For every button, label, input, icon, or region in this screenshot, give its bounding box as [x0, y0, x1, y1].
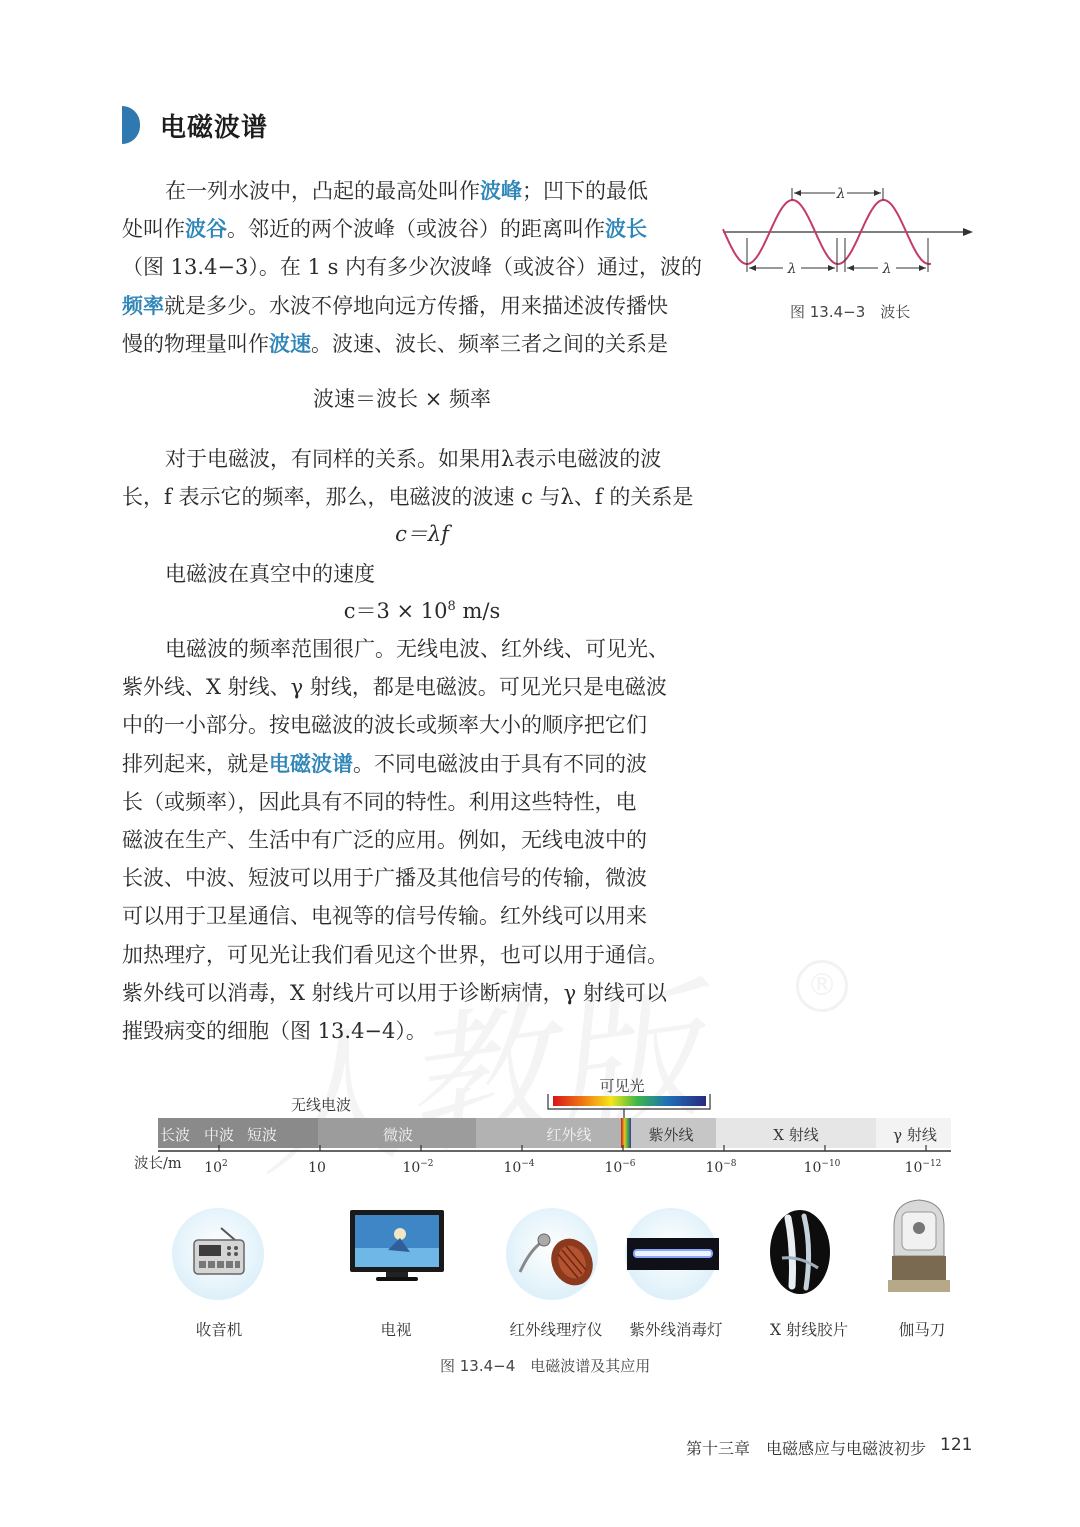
tick-label-base: 10	[803, 1160, 822, 1176]
text-line	[122, 172, 682, 210]
arrow-icon	[919, 265, 926, 271]
paragraph-vacuum-speed: 电磁波在真空中的速度	[165, 562, 375, 586]
tick-label-exponent: −4	[521, 1159, 535, 1169]
text-run: 。不同电磁波由于具有不同的波	[353, 751, 647, 776]
band-label-microwave: 微波	[382, 1126, 414, 1144]
formula-speed-lhs: c＝3 × 10	[343, 599, 448, 623]
footer-chapter-title: 第十三章 电磁感应与电磁波初步	[686, 1439, 927, 1458]
text-line	[122, 821, 682, 859]
application-label: 紫外线消毒灯	[629, 1321, 723, 1339]
tick-label-exponent: −8	[723, 1159, 737, 1169]
text-run: 长波、中波、短波可以用于广播及其他信号的传输，微波	[122, 866, 647, 891]
tick-label-base: 10	[503, 1160, 522, 1176]
text-line	[122, 745, 682, 783]
wavelength-figure	[715, 180, 980, 280]
paragraph-wave-definitions	[122, 172, 703, 363]
keyword-term: 波谷	[185, 217, 227, 242]
application-label: 伽马刀	[898, 1321, 946, 1339]
tick-label	[604, 1159, 635, 1176]
tick-label	[402, 1159, 433, 1176]
television-icon	[348, 1208, 446, 1284]
application-label: 红外线理疗仪	[509, 1321, 603, 1339]
keyword-term: 波峰	[480, 179, 522, 203]
text-run: （图 13.4−3）。在 1 s 内有多少次波峰（或波谷）通过，波的	[122, 255, 703, 280]
tick-label-exponent: −6	[622, 1159, 636, 1169]
visible-spectrum-strip	[553, 1096, 706, 1106]
text-run: 处叫作	[122, 217, 185, 242]
band-label-short-wave: 短波	[246, 1126, 278, 1144]
tick-label-exponent: −12	[922, 1159, 942, 1169]
paragraph-em-relation	[122, 440, 694, 516]
formula-wave-speed: 波速＝波长 × 频率	[313, 387, 491, 411]
band-label-gamma: γ 射线	[893, 1126, 937, 1144]
arrow-icon	[794, 190, 801, 196]
text-run: 紫外线、X 射线、γ 射线，都是电磁波。可见光只是电磁波	[122, 675, 667, 700]
text-run: 长（或频率），因此具有不同的特性。利用这些特性，电	[122, 789, 637, 814]
radio-wave-label: 无线电波	[290, 1096, 352, 1114]
tick-label	[804, 1159, 841, 1176]
text-run: 。波速、波长、频率三者之间的关系是	[311, 331, 668, 356]
text-run: 电磁波的频率范围很广。无线电波、红外线、可见光、	[165, 637, 669, 661]
tick-label	[204, 1159, 228, 1176]
infrared-lamp-icon	[510, 1222, 598, 1292]
text-line	[122, 897, 682, 935]
application-label: 电视	[380, 1321, 412, 1339]
page-number: 121	[940, 1435, 973, 1455]
tick-label-base: 10	[308, 1160, 326, 1176]
text-run: ；凹下的最低	[522, 179, 648, 203]
paragraph-em-spectrum	[122, 630, 682, 1050]
formula-c-lambda-f: c＝λf	[395, 522, 449, 546]
gamma-knife-icon	[884, 1196, 954, 1296]
figure-caption-13-4-4: 图 13.4−4 电磁波谱及其应用	[440, 1357, 651, 1375]
text-run: 慢的物理量叫作	[122, 331, 269, 356]
application-label: X 射线胶片	[770, 1321, 848, 1339]
tick-label-exponent: −10	[821, 1159, 841, 1169]
formula-speed-of-light	[122, 595, 722, 625]
text-run: 。邻近的两个波峰（或波谷）的距离叫作	[227, 217, 605, 242]
section-title: 电磁波谱	[160, 113, 269, 143]
uv-lamp-icon	[627, 1236, 719, 1272]
band-label-infrared: 红外线	[546, 1126, 592, 1144]
tick-label-exponent: 2	[222, 1159, 228, 1169]
text-run: 中的一小部分。按电磁波的波长或频率大小的顺序把它们	[122, 713, 647, 738]
em-spectrum-figure	[120, 1072, 965, 1182]
wavelength-ticks	[204, 1145, 941, 1176]
text-line	[122, 440, 682, 478]
wavelength-axis-label: 波长/m	[134, 1156, 182, 1172]
keyword-term: 波速	[269, 331, 311, 356]
text-run: 就是多少。水波不停地向远方传播，用来描述波传播快	[164, 293, 668, 318]
tick-label-base: 10	[402, 1160, 421, 1176]
text-run: 加热理疗，可见光让我们看见这个世界，也可以用于通信。	[122, 942, 668, 967]
section-marker	[122, 106, 140, 144]
text-line	[122, 706, 682, 744]
axis-arrow-icon	[963, 228, 973, 236]
tick-label	[905, 1159, 942, 1176]
application-label: 收音机	[195, 1321, 243, 1339]
formula-speed-exponent: 8	[447, 599, 456, 614]
tick-label-base: 10	[705, 1160, 724, 1176]
band-label-xray: X 射线	[773, 1126, 819, 1144]
text-line	[122, 936, 682, 974]
band-visible	[621, 1118, 631, 1148]
text-line	[122, 325, 682, 363]
tick-label	[503, 1159, 534, 1176]
lambda-label-top: λ	[836, 186, 846, 202]
text-line	[122, 1012, 682, 1050]
tick-label	[308, 1160, 326, 1176]
text-line	[122, 783, 682, 821]
registered-mark: ®	[796, 960, 848, 1012]
radio-icon	[191, 1226, 247, 1282]
xray-film-icon	[768, 1208, 832, 1296]
text-run: 排列起来，就是	[122, 751, 269, 776]
lambda-label-bottom-right: λ	[882, 261, 892, 277]
arrow-icon	[749, 265, 756, 271]
formula-speed-unit: m/s	[455, 599, 501, 623]
lambda-label-bottom-left: λ	[787, 261, 797, 277]
text-line	[122, 248, 703, 286]
text-line	[122, 668, 682, 706]
text-run: 对于电磁波，有同样的关系。如果用λ表示电磁波的波	[165, 447, 662, 471]
text-run: 在一列水波中，凸起的最高处叫作	[165, 179, 480, 203]
keyword-term: 频率	[122, 293, 164, 318]
text-run: 可以用于卫星通信、电视等的信号传输。红外线可以用来	[122, 904, 647, 929]
text-run: 磁波在生产、生活中有广泛的应用。例如，无线电波中的	[122, 827, 647, 852]
text-run: 摧毁病变的细胞（图 13.4−4）。	[122, 1018, 427, 1043]
tick-label-base: 10	[204, 1160, 223, 1176]
tick-label-base: 10	[604, 1160, 623, 1176]
text-line	[122, 974, 682, 1012]
arrow-icon	[847, 265, 854, 271]
tick-label	[705, 1159, 736, 1176]
band-label-medium-wave: 中波	[203, 1126, 235, 1144]
text-line	[122, 859, 682, 897]
text-run: 长，f 表示它的频率，那么，电磁波的波速 c 与λ、f 的关系是	[122, 485, 694, 510]
tick-label-base: 10	[904, 1160, 923, 1176]
text-line	[122, 287, 682, 325]
band-label-long-wave: 长波	[159, 1126, 191, 1144]
keyword-term: 波长	[605, 217, 647, 242]
arrow-icon	[874, 190, 881, 196]
tick-label-exponent: −2	[420, 1159, 434, 1169]
arrow-icon	[828, 265, 835, 271]
figure-caption-13-4-3: 图 13.4−3 波长	[790, 303, 911, 321]
text-line	[122, 630, 682, 668]
text-line	[122, 210, 682, 248]
text-run: 紫外线可以消毒，X 射线片可以用于诊断病情，γ 射线可以	[122, 980, 667, 1005]
band-label-ultraviolet: 紫外线	[648, 1126, 694, 1144]
keyword-term: 电磁波谱	[269, 751, 353, 776]
text-line	[122, 478, 694, 516]
visible-light-label: 可见光	[599, 1077, 645, 1095]
